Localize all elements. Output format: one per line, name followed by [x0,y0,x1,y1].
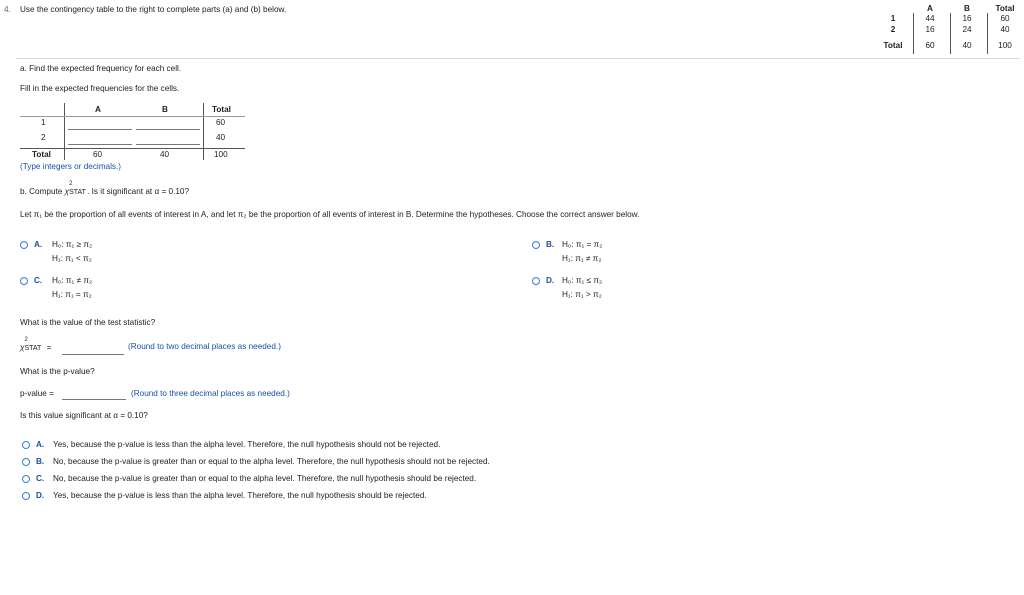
option-text: No, because the p-value is greater than or equal to the alpha level. Therefore, the null hypothesis should be rejected. [53,474,477,483]
null-hypothesis: H₀: π₁ ≠ π₂ [52,276,93,285]
part-b-title-post: . Is it significant at α = 0.10? [87,187,189,196]
test-stat-input[interactable] [62,354,124,355]
ref-row-label: 2 [890,25,896,34]
test-stat-hint: (Round to two decimal places as needed.) [128,342,281,351]
radio-button[interactable] [22,492,30,500]
significance-question: Is this value significant at α = 0.10? [20,411,148,420]
option-text: No, because the p-value is greater than or equal to the alpha level. Therefore, the null hypothesis should not be rejected. [53,457,490,466]
pvalue-label: p-value = [20,389,54,398]
hypothesis-intro: Let π₁ be the proportion of all events of interest in A, and let π₂ be the proportion of all events of interest in B. Determine the hypotheses. Choose the correct answer below. [20,210,640,219]
hypothesis-option-a[interactable] [20,240,220,266]
alt-hypothesis: H₁: π₁ ≠ π₂ [562,254,602,263]
ref-cell: 40 [962,41,972,50]
ref-cell: 100 [998,41,1012,50]
col-header: Total [212,105,231,114]
ref-row-label: Total [883,41,903,50]
ref-col-header: Total [995,4,1015,13]
option-letter: B. [546,240,555,249]
chi-sub: STAT [24,345,42,352]
table-divider [20,148,245,149]
radio-button[interactable] [532,241,540,249]
significance-option-d[interactable] [22,491,582,503]
hypothesis-option-b[interactable] [532,240,732,266]
question-prompt: Use the contingency table to the right to complete parts (a) and (b) below. [20,5,287,14]
ref-cell: 60 [1000,14,1010,23]
ref-cell: 60 [925,41,935,50]
col-header: B [162,105,168,114]
part-a-instruction: Fill in the expected frequencies for the cells. [20,84,180,93]
section-divider [16,58,1020,59]
option-letter: B. [36,457,45,466]
cell-1b-input[interactable] [136,129,200,130]
chi-symbol: χ [64,187,70,196]
radio-button[interactable] [22,475,30,483]
chi-sup: 2 [24,337,28,343]
row-label: 1 [41,118,46,127]
pvalue-input[interactable] [62,399,126,400]
radio-button[interactable] [22,458,30,466]
cell-1a-input[interactable] [68,129,132,130]
radio-button[interactable] [20,277,28,285]
reference-table [870,4,1020,54]
ref-cell: 40 [1000,25,1010,34]
test-stat-row [20,337,52,352]
col-total: 60 [93,150,103,159]
pvalue-hint: (Round to three decimal places as needed.) [131,389,290,398]
ref-cell: 44 [925,14,935,23]
equals-sign: = [46,343,52,352]
option-letter: A. [36,440,45,449]
grand-total: 100 [214,150,228,159]
option-letter: D. [546,276,555,285]
ref-divider [950,13,951,54]
chi-sub: STAT [69,189,86,196]
null-hypothesis: H₀: π₁ ≤ π₂ [562,276,603,285]
significance-option-b[interactable] [22,457,582,469]
ref-col-header: B [964,4,970,13]
ref-col-header: A [927,4,933,13]
alt-hypothesis: H₁: π₁ > π₂ [562,290,602,299]
null-hypothesis: H₀: π₁ ≥ π₂ [52,240,93,249]
option-letter: D. [36,491,45,500]
cell-2b-input[interactable] [136,144,200,145]
expected-frequency-table [20,103,250,163]
option-letter: C. [36,474,45,483]
ref-row-label: 1 [890,14,896,23]
chi-symbol: χ [20,343,25,352]
significance-option-c[interactable] [22,474,582,486]
radio-button[interactable] [532,277,540,285]
table-divider [203,103,204,160]
alt-hypothesis: H₁: π₁ = π₂ [52,290,92,299]
chi-sup: 2 [69,181,73,187]
row-total: 60 [216,118,226,127]
hypothesis-option-c[interactable] [20,276,220,302]
row-label: 2 [41,133,46,142]
row-total: 40 [216,133,226,142]
cell-2a-input[interactable] [68,144,132,145]
option-text: Yes, because the p-value is less than the alpha level. Therefore, the null hypothesis should be rejected. [53,491,427,500]
part-b-title [20,181,189,196]
alt-hypothesis: H₁: π₁ < π₂ [52,254,92,263]
radio-button[interactable] [20,241,28,249]
part-a-hint: (Type integers or decimals.) [20,162,122,171]
radio-button[interactable] [22,441,30,449]
option-letter: A. [34,240,43,249]
ref-cell: 24 [962,25,972,34]
ref-cell: 16 [962,14,972,23]
ref-cell: 16 [925,25,935,34]
ref-divider [987,13,988,54]
null-hypothesis: H₀: π₁ = π₂ [562,240,603,249]
hypothesis-option-d[interactable] [532,276,732,302]
col-total: 40 [160,150,170,159]
part-a-title: a. Find the expected frequency for each cell. [20,64,182,73]
ref-divider [913,13,914,54]
pvalue-question: What is the p-value? [20,367,95,376]
row-label: Total [32,150,51,159]
significance-option-a[interactable] [22,440,582,452]
test-stat-question: What is the value of the test statistic? [20,318,156,327]
part-b-title-pre: b. Compute [20,187,65,196]
question-number: 4. [4,5,11,14]
table-divider [64,103,65,160]
col-header: A [95,105,101,114]
option-text: Yes, because the p-value is less than the alpha level. Therefore, the null hypothesis should not be rejected. [53,440,441,449]
table-divider [20,116,245,117]
option-letter: C. [34,276,43,285]
